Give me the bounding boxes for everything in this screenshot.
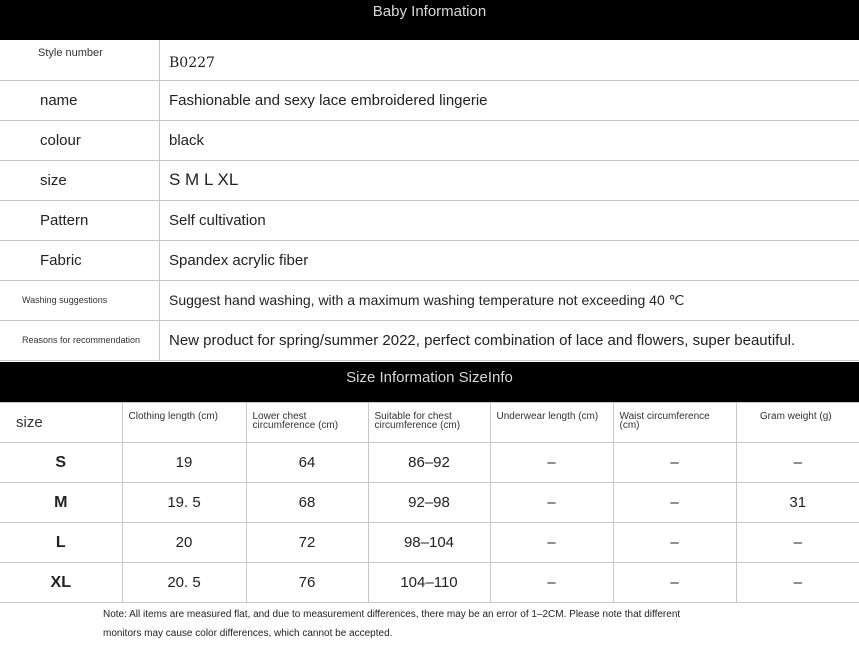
underwear-length-cell: – [490, 563, 613, 603]
gram-weight-cell: – [736, 443, 859, 483]
waist-cell: – [613, 523, 736, 563]
measurement-note [103, 605, 803, 643]
note-line-2: monitors may cause color differences, which cannot be accepted. [103, 628, 393, 639]
size-cell: S [0, 443, 122, 483]
clothing-length-cell: 20 [122, 523, 246, 563]
size-table [0, 402, 859, 603]
gram-weight-cell: – [736, 523, 859, 563]
info-row-pattern [0, 200, 859, 240]
waist-cell: – [613, 483, 736, 523]
washing-label: Washing suggestions [0, 280, 160, 320]
table-row [0, 523, 859, 563]
waist-cell: – [613, 563, 736, 603]
info-row-washing [0, 280, 859, 320]
underwear-length-cell: – [490, 523, 613, 563]
lower-chest-header: Lower chest circumference (cm) [246, 403, 368, 443]
colour-value: black [160, 120, 859, 160]
clothing-length-cell: 19. 5 [122, 483, 246, 523]
waist-header: Waist circumference (cm) [613, 403, 736, 443]
gram-weight-cell: 31 [736, 483, 859, 523]
fabric-label: Fabric [0, 240, 160, 280]
style-number-label: Style number [0, 40, 160, 80]
underwear-length-header: Underwear length (cm) [490, 403, 613, 443]
table-row [0, 563, 859, 603]
pattern-value: Self cultivation [160, 200, 859, 240]
size-information-header: Size Information SizeInfo [0, 362, 859, 402]
clothing-length-cell: 19 [122, 443, 246, 483]
info-row-size [0, 160, 859, 200]
waist-cell: – [613, 443, 736, 483]
table-row [0, 443, 859, 483]
table-row [0, 483, 859, 523]
size-label: size [0, 160, 160, 200]
washing-value: Suggest hand washing, with a maximum washing temperature not exceeding 40 ℃ [160, 280, 859, 320]
note-line-1: Note: All items are measured flat, and due to measurement differences, there may be an error of 1–2CM. Please note that different [103, 609, 681, 620]
clothing-length-cell: 20. 5 [122, 563, 246, 603]
lower-chest-cell: 72 [246, 523, 368, 563]
gram-weight-header: Gram weight (g) [736, 403, 859, 443]
info-row-colour [0, 120, 859, 160]
clothing-length-header: Clothing length (cm) [122, 403, 246, 443]
reasons-label: Reasons for recommendation [0, 320, 160, 360]
lower-chest-cell: 64 [246, 443, 368, 483]
underwear-length-cell: – [490, 483, 613, 523]
underwear-length-cell: – [490, 443, 613, 483]
colour-label: colour [0, 120, 160, 160]
suitable-chest-cell: 86–92 [368, 443, 490, 483]
size-column-header: size [0, 403, 122, 443]
lower-chest-cell: 68 [246, 483, 368, 523]
size-value: S M L XL [160, 160, 859, 200]
style-number-value: B0227 [160, 40, 859, 80]
info-row-fabric [0, 240, 859, 280]
info-row-reasons [0, 320, 859, 360]
product-info-table [0, 40, 859, 361]
size-cell: M [0, 483, 122, 523]
suitable-chest-cell: 98–104 [368, 523, 490, 563]
lower-chest-cell: 76 [246, 563, 368, 603]
reasons-value: New product for spring/summer 2022, perfect combination of lace and flowers, super beautiful. [160, 320, 859, 360]
name-label: name [0, 80, 160, 120]
suitable-chest-cell: 92–98 [368, 483, 490, 523]
suitable-chest-cell: 104–110 [368, 563, 490, 603]
size-cell: L [0, 523, 122, 563]
suitable-chest-header: Suitable for chest circumference (cm) [368, 403, 490, 443]
info-row-name [0, 80, 859, 120]
size-table-header [0, 403, 859, 443]
size-cell: XL [0, 563, 122, 603]
name-value: Fashionable and sexy lace embroidered lingerie [160, 80, 859, 120]
fabric-value: Spandex acrylic fiber [160, 240, 859, 280]
info-row-style-number [0, 40, 859, 80]
baby-information-header: Baby Information [0, 0, 859, 40]
pattern-label: Pattern [0, 200, 160, 240]
gram-weight-cell: – [736, 563, 859, 603]
